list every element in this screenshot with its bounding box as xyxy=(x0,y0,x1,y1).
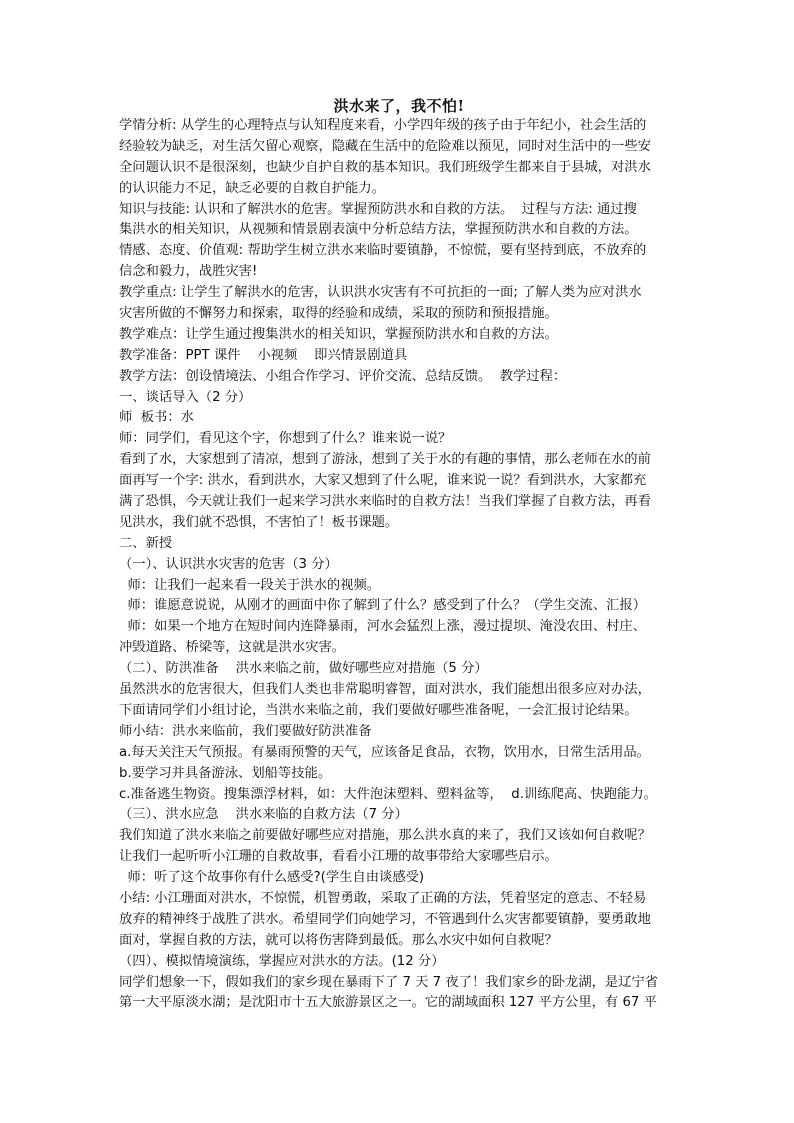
text-line: b.要学习并具备游泳、划船等技能。 xyxy=(119,765,332,781)
text-line: 冲毁道路、桥梁等，这就是洪水灾害。 xyxy=(119,640,346,656)
text-line: 让我们一起听听小江珊的自救故事，看看小江珊的故事带给大家哪些启示。 xyxy=(119,849,558,865)
text-line: 面对，掌握自救的方法，就可以将伤害降到最低。那么水灾中如何自救呢？ xyxy=(119,932,558,948)
text-line: 师 板书：水 xyxy=(119,410,194,426)
text-line: 二、新授 xyxy=(119,535,173,551)
text-line: 师：谁愿意说说，从刚才的画面中你了解到了什么？感受到了什么？（学生交流、汇报） xyxy=(119,598,647,614)
text-line: 教学难点：让学生通过搜集洪水的相关知识，掌握预防洪水和自救的方法。 xyxy=(119,326,558,342)
text-line: 情感、态度、价值观: 帮助学生树立洪水来临时要镇静，不惊慌，要有坚持到底，不放弃的 xyxy=(119,243,647,259)
text-line: 同学们想象一下，假如我们的家乡现在暴雨下了 7 天 7 夜了！我们家乡的卧龙湖，是辽宁省 xyxy=(119,974,659,990)
text-line: 全问题认识不是很深刻，也缺少自护自救的基本知识。我们班级学生都来自于县城，对洪水 xyxy=(119,159,651,175)
text-line: （三）、洪水应急 洪水来临的自救方法（7 分） xyxy=(119,807,408,823)
text-line: （四）、模拟情境演练，掌握应对洪水的方法。(12 分） xyxy=(119,953,445,969)
text-line: 师小结：洪水来临前，我们要做好防洪准备 xyxy=(119,723,372,739)
document-title: 洪水来了，我不怕! xyxy=(333,97,465,115)
text-line: 看到了水，大家想到了清凉，想到了游泳，想到了关于水的有趣的事情，那么老师在水的前 xyxy=(119,452,651,468)
text-line: 信念和毅力，战胜灾害! xyxy=(119,264,258,280)
document-body xyxy=(119,116,679,1014)
text-line: （二）、防洪准备 洪水来临之前，做好哪些应对措施（5 分） xyxy=(119,661,488,677)
text-line: 教学准备：PPT 课件 小视频 即兴情景剧道具 xyxy=(119,347,408,363)
text-line: c.准备逃生物资。搜集漂浮材料，如：大件泡沫塑料、塑料盆等， d.训练爬高、快跑能力。 xyxy=(119,786,657,802)
text-line: 一、谈话导入（2 分） xyxy=(119,389,252,405)
text-line: a.每天关注天气预报。有暴雨预警的天气，应该备足食品，衣物，饮用水，日常生活用品。 xyxy=(119,744,650,760)
text-line: 师：如果一个地方在短时间内连降暴雨，河水会猛烈上涨，漫过提坝、淹没农田、村庄、 xyxy=(119,619,647,635)
text-line: 见洪水，我们就不恐惧，不害怕了！板书课题。 xyxy=(119,514,399,530)
text-line: 知识与技能: 认识和了解洪水的危害。掌握预防洪水和自救的方法。 过程与方法: 通过搜 xyxy=(119,201,637,217)
text-line: （一）、认识洪水灾害的危害（3 分） xyxy=(119,556,338,572)
text-line: 下面请同学们小组讨论，当洪水来临之前，我们要做好哪些准备呢，一会汇报讨论结果。 xyxy=(119,702,638,718)
text-line: 虽然洪水的危害很大，但我们人类也非常聪明睿智，面对洪水，我们能想出很多应对办法， xyxy=(119,682,651,698)
text-line: 面再写一个字: 洪水，看到洪水，大家又想到了什么呢，谁来说一说？看到洪水，大家都充 xyxy=(119,473,647,489)
text-line: 我们知道了洪水来临之前要做好哪些应对措施，那么洪水真的来了，我们又该如何自救呢？ xyxy=(119,828,651,844)
text-line: 第一大平原淡水湖；是沈阳市十五大旅游景区之一。它的湖域面积 127 平方公里，有 67 平 xyxy=(119,995,657,1011)
text-line: 小结: 小江珊面对洪水，不惊慌，机智勇敢，采取了正确的方法，凭着坚定的意志、不轻易 xyxy=(119,890,647,906)
text-line: 教学重点: 让学生了解洪水的危害，认识洪水灾害有不可抗拒的一面; 了解人类为应对洪水 xyxy=(119,285,642,301)
text-line: 放弃的精神终于战胜了洪水。希望同学们向她学习，不管遇到什么灾害都要镇静，要勇敢地 xyxy=(119,911,651,927)
text-line: 师：听了这个故事你有什么感受?(学生自由谈感受) xyxy=(119,870,425,886)
text-line: 师：让我们一起来看一段关于洪水的视频。 xyxy=(119,577,381,593)
text-line: 集洪水的相关知识，从视频和情景剧表演中分析总结方法，掌握预防洪水和自救的方法。 xyxy=(119,222,638,238)
text-line: 满了恐惧，今天就让我们一起来学习洪水来临时的自救方法！当我们掌握了自救方法，再看 xyxy=(119,494,651,510)
text-line: 的认识能力不足，缺乏必要的自救自护能力。 xyxy=(119,180,385,196)
text-line: 经验较为缺乏，对生活欠留心观察，隐藏在生活中的危险难以预见，同时对生活中的一些安 xyxy=(119,138,651,154)
text-line: 教学方法：创设情境法、小组合作学习、评价交流、总结反馈。 教学过程： xyxy=(119,368,567,384)
document-page xyxy=(119,96,679,1014)
text-line: 师：同学们，看见这个字，你想到了什么？谁来说一说？ xyxy=(119,431,452,447)
text-line: 灾害所做的不懈努力和探索，取得的经验和成绩，采取的预防和预报措施。 xyxy=(119,306,558,322)
text-line: 学情分析: 从学生的心理特点与认知程度来看，小学四年级的孩子由于年纪小，社会生活的 xyxy=(119,118,647,133)
